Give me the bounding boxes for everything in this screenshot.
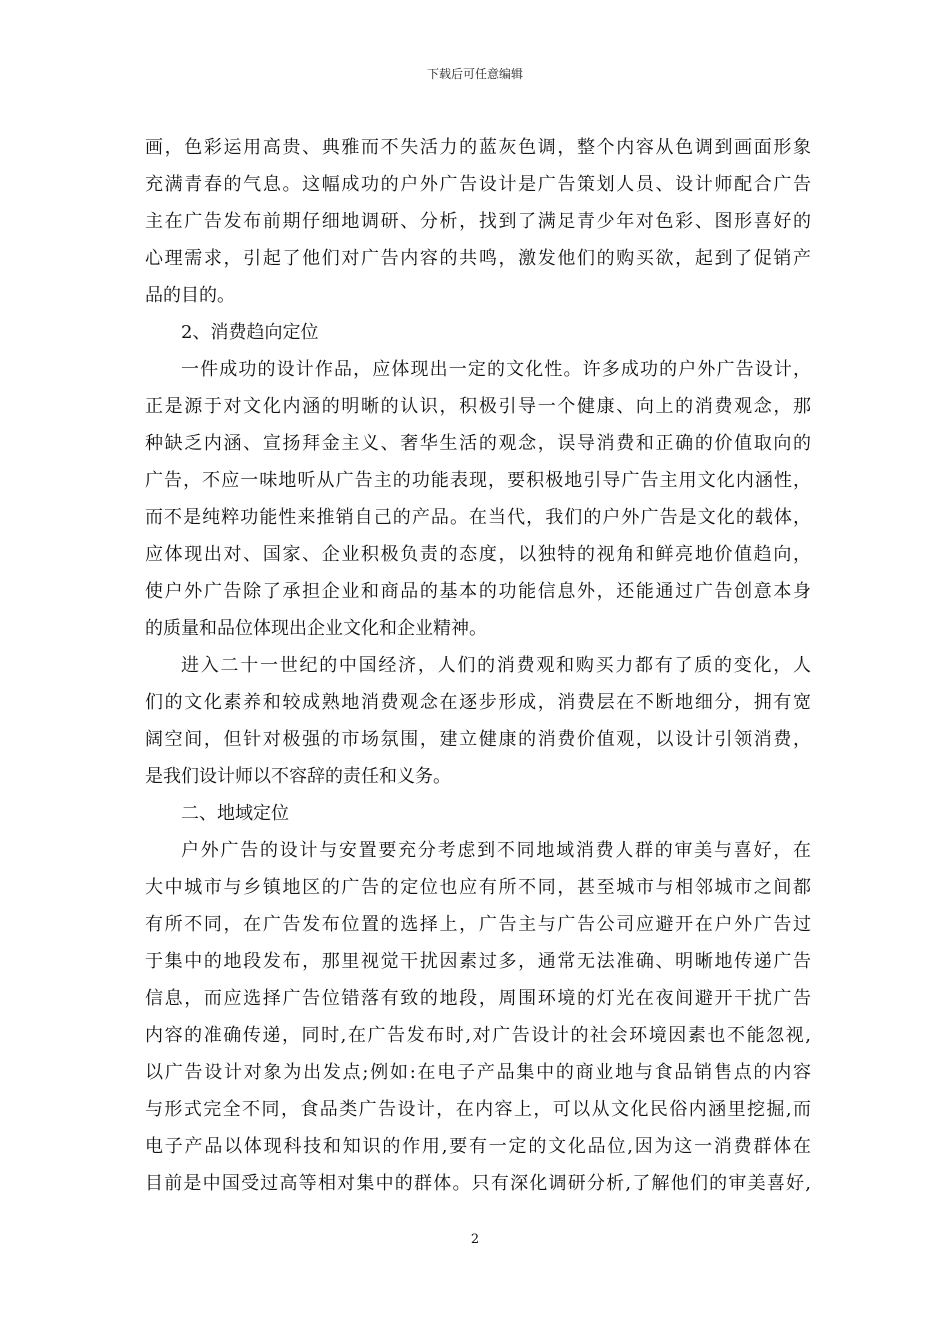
text-line: 心理需求，引起了他们对广告内容的共鸣，激发他们的购买欲，起到了促销产 <box>145 248 811 269</box>
text-line: 以广告设计对象为出发点;例如:在电子产品集中的商业地与食品销售点的内容 <box>145 1062 811 1083</box>
text-line: 充满青春的气息。这幅成功的户外广告设计是广告策划人员、设计师配合广告 <box>145 174 811 195</box>
text-line: 主在广告发布前期仔细地调研、分析，找到了满足青少年对色彩、图形喜好的 <box>145 211 811 232</box>
text-line: 品的目的。 <box>145 285 235 306</box>
text-line: 的质量和品位体现出企业文化和企业精神。 <box>145 618 487 639</box>
text-line: 种缺乏内涵、宣扬拜金主义、奢华生活的观念，误导消费和正确的价值取向的 <box>145 433 811 454</box>
document-body <box>145 129 811 1202</box>
text-line: 是我们设计师以不容辞的责任和义务。 <box>145 766 451 787</box>
text-line: 2、消费趋向定位 <box>181 322 319 343</box>
text-line: 有所不同，在广告发布位置的选择上，广告主与广告公司应避开在户外广告过 <box>145 914 811 935</box>
text-line: 于集中的地段发布，那里视觉干扰因素过多，通常无法准确、明晰地传递广告 <box>145 951 811 972</box>
text-line: 阔空间，但针对极强的市场氛围，建立健康的消费价值观，以设计引领消费， <box>145 729 811 750</box>
text-line: 与形式完全不同，食品类广告设计，在内容上，可以从文化民俗内涵里挖掘,而 <box>145 1099 811 1120</box>
text-line: 们的文化素养和较成熟地消费观念在逐步形成，消费层在不断地细分，拥有宽 <box>145 692 811 713</box>
text-line: 画，色彩运用高贵、典雅而不失活力的蓝灰色调，整个内容从色调到画面形象 <box>145 137 811 158</box>
text-line: 二、地域定位 <box>181 803 289 824</box>
text-line: 正是源于对文化内涵的明晰的认识，积极引导一个健康、向上的消费观念，那 <box>145 396 811 417</box>
text-line: 而不是纯粹功能性来推销自己的产品。在当代，我们的户外广告是文化的载体， <box>145 507 811 528</box>
text-line: 进入二十一世纪的中国经济，人们的消费观和购买力都有了质的变化，人 <box>181 655 811 676</box>
text-line: 电子产品以体现科技和知识的作用,要有一定的文化品位,因为这一消费群体在 <box>145 1136 811 1157</box>
text-line: 大中城市与乡镇地区的广告的定位也应有所不同，甚至城市与相邻城市之间都 <box>145 877 811 898</box>
text-line: 信息，而应选择广告位错落有致的地段，周围环境的灯光在夜间避开干扰广告 <box>145 988 811 1009</box>
text-line: 使户外广告除了承担企业和商品的基本的功能信息外，还能通过广告创意本身 <box>145 581 811 602</box>
page-header: 下载后可任意编辑 <box>426 67 523 81</box>
text-line: 目前是中国受过高等相对集中的群体。只有深化调研分析,了解他们的审美喜好, <box>145 1173 811 1194</box>
text-line: 内容的准确传递，同时,在广告发布时,对广告设计的社会环境因素也不能忽视, <box>145 1025 811 1046</box>
page-number: 2 <box>470 1232 480 1247</box>
text-line: 广告，不应一味地听从广告主的功能表现，要积极地引导广告主用文化内涵性， <box>145 470 811 491</box>
text-line: 一件成功的设计作品，应体现出一定的文化性。许多成功的户外广告设计， <box>181 359 811 380</box>
text-line: 户外广告的设计与安置要充分考虑到不同地域消费人群的审美与喜好，在 <box>181 840 811 861</box>
text-line: 应体现出对、国家、企业积极负责的态度，以独特的视角和鲜亮地价值趋向， <box>145 544 811 565</box>
